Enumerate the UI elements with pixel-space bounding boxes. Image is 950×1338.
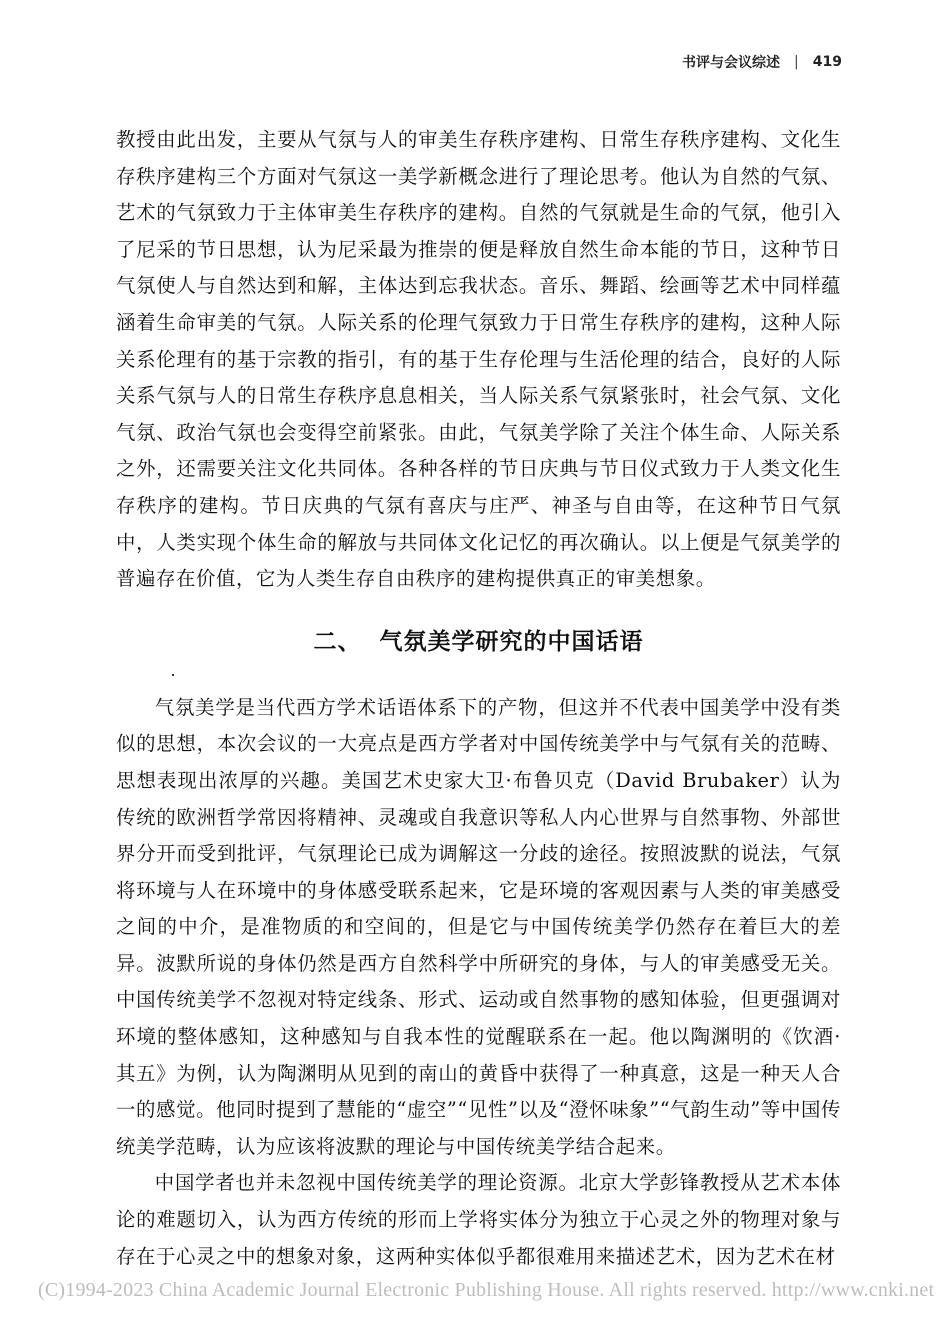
header-separator: | xyxy=(794,54,799,70)
section-number: 二、 xyxy=(313,628,362,655)
section-title-text: 气氛美学研究的中国话语 xyxy=(379,628,644,655)
page-number: 419 xyxy=(812,54,842,70)
section-heading xyxy=(116,624,841,660)
copyright-watermark: (C)1994-2023 China Academic Journal Electronic Publishing House. All rights reserved. http://www.cnki.net xyxy=(38,1279,935,1301)
running-header xyxy=(682,52,842,72)
article-body xyxy=(116,122,841,1275)
paragraph-continued: 教授由此出发，主要从气氛与人的审美生存秩序建构、日常生存秩序建构、文化生存秩序建构三个方面对气氛这一美学新概念进行了理论思考。他认为自然的气氛、艺术的气氛致力于主体审美生存秩序的建构。自然的气氛就是生命的气氛，他引入了尼采的节日思想，认为尼采最为推崇的便是释放自然生命本能的节日，这种节日气氛使人与自然达到和解，主体达到忘我状态。音乐、舞蹈、绘画等艺术中同样蕴涵着生命审美的气氛。人际关系的伦理气氛致力于日常生存秩序的建构，这种人际关系伦理有的基于宗教的指引，有的基于生存伦理与生活伦理的结合，良好的人际关系气氛与人的日常生存秩序息息相关，当人际关系气氛紧张时，社会气氛、文化气氛、政治气氛也会变得空前紧张。由此，气氛美学除了关注个体生命、人际关系之外，还需要关注文化共同体。各种各样的节日庆典与节日仪式致力于人类文化生存秩序的建构。节日庆典的气氛有喜庆与庄严、神圣与自由等，在这种节日气氛中，人类实现个体生命的解放与共同体文化记忆的再次确认。以上便是气氛美学的普遍存在价值，它为人类生存自由秩序的建构提供真正的审美想象。 xyxy=(116,128,841,591)
paragraph: 中国学者也并未忽视中国传统美学的理论资源。北京大学彭锋教授从艺术本体论的难题切入，认为西方传统的形而上学将实体分为独立于心灵之外的物理对象与存在于心灵之中的想象对象，这两种实体似乎都很难用来描述艺术，因为艺术在材 xyxy=(116,1171,841,1268)
paragraph: 气氛美学是当代西方学术话语体系下的产物，但这并不代表中国美学中没有类似的思想，本次会议的一大亮点是西方学者对中国传统美学中与气氛有关的范畴、思想表现出浓厚的兴趣。美国艺术史家大卫·布鲁贝克（David Brubaker）认为传统的欧洲哲学常因将精神、灵魂或自我意识等私人内心世界与自然事物、外部世界分开而受到批评，气氛理论已成为调解这一分歧的途径。按照波默的说法，气氛将环境与人在环境中的身体感受联系起来，它是环境的客观因素与人类的审美感受之间的中介，是准物质的和空间的，但是它与中国传统美学仍然存在着巨大的差异。波默所说的身体仍然是西方自然科学中所研究的身体，与人的审美感受无关。中国传统美学不忽视对特定线条、形式、运动或自然事物的感知体验，但更强调对环境的整体感知，这种感知与自我本性的觉醒联系在一起。他以陶渊明的《饮酒·其五》为例，认为陶渊明从见到的南山的黄昏中获得了一种真意，这是一种天人合一的感觉。他同时提到了慧能的“虚空”“见性”以及“澄怀味象”“气韵生动”等中国传统美学范畴，认为应该将波默的理论与中国传统美学结合起来。 xyxy=(116,695,841,1158)
header-section-title: 书评与会议综述 xyxy=(682,55,781,71)
